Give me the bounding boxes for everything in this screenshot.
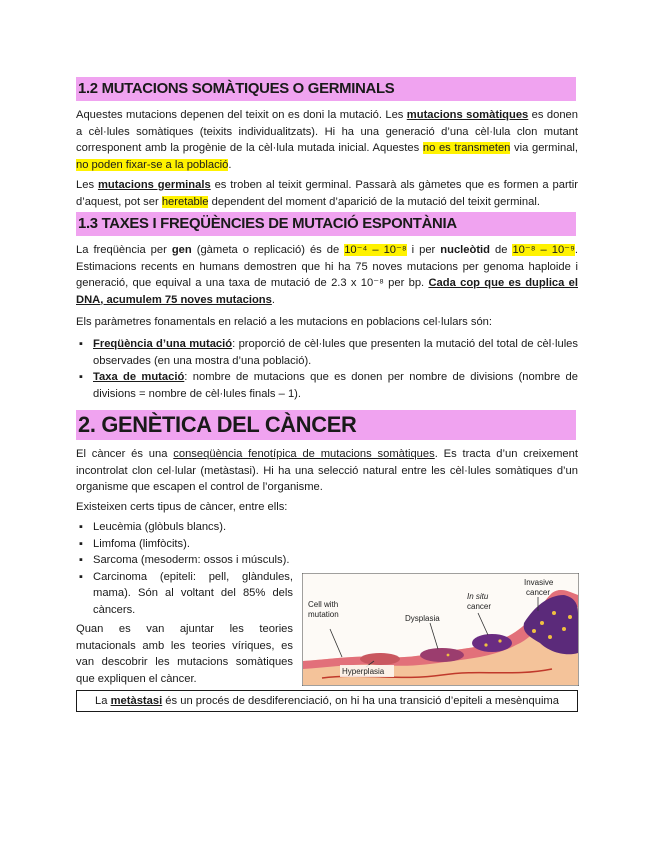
paragraph-theories: Quan es van ajuntar les teories mutacionals amb les teories víriques, es van descobrir les mutacions somàtiques que expliquen el càncer. [76, 623, 293, 685]
label-invasive: Invasive [524, 578, 554, 587]
term-somatic-mutations: mutacions somàtiques [406, 109, 529, 121]
cancer-progression-figure [302, 573, 579, 686]
label-in-situ-2: cancer [467, 602, 492, 611]
hyperplasia-region [360, 653, 400, 665]
metastasis-note: La metàstasi és un procés de desdiferenciació, on hi ha una transició d’epiteli a mesènquima [76, 690, 578, 712]
paragraph-parameters: Els paràmetres fonamentals en relació a les mutacions en poblacions cel·lulars són: [76, 316, 493, 328]
dysplasia-region [420, 648, 464, 662]
section-heading-1-2: 1.2 MUTACIONS SOMÀTIQUES O GERMINALS [76, 77, 576, 101]
label-hyperplasia: Hyperplasia [342, 667, 385, 676]
paragraph-cancer: El càncer és una conseqüència fenotípica de mutacions somàtiques. Es tracta d’un creixement incontrolat clon cel·lular (metàstasi). Hi ha una selecció natural entre les cèl·lules somàtiques d’un organisme que escapen el control de l’organisme. [76, 448, 578, 493]
list-item: ▪ Limfoma (limfòcits). [76, 536, 293, 553]
cancer-types-list [76, 519, 293, 618]
label-dysplasia: Dysplasia [405, 614, 440, 623]
label-cell-with-mutation: Cell with [308, 600, 339, 609]
in-situ-region [472, 634, 512, 652]
list-item: ▪ Carcinoma (epiteli: pell, glàndules, mama). Són al voltant del 85% dels càncers. [76, 569, 293, 619]
section-heading-2: 2. GENÈTICA DEL CÀNCER [76, 410, 576, 440]
label-in-situ: In situ [467, 592, 489, 601]
label-invasive-2: cancer [526, 588, 551, 597]
paragraph-frequency: La freqüència per gen (gàmeta o replicació) és de 10⁻⁴ – 10⁻⁸ i per nucleòtid de 10⁻⁸ – 10⁻⁹. Estimacions recents en humans demostren que hi ha 75 noves mutacions per genoma haploide i generació, que equival a una taxa de mutació de 2.3 x 10⁻⁸ per bp. Cada cop que es duplica el DNA, acumulem 75 noves mutacions. [76, 244, 578, 306]
list-item: ▪ Leucèmia (glòbuls blancs). [76, 519, 293, 536]
paragraph-types: Existeixen certs tipus de càncer, entre ells: [76, 501, 288, 513]
list-item: ▪ Taxa de mutació: nombre de mutacions que es donen per nombre de divisions (nombre de divisions = nombre de cèl·lules finals – 1). [76, 369, 578, 402]
paragraph-germinal: Les mutacions germinals es troben al teixit germinal. Passarà als gàmetes que es formen a partir d’aquest, pot ser heretable dependent del moment d’aparició de la mutació del teixit germinal. [76, 179, 578, 208]
label-cell-with-mutation-2: mutation [308, 610, 339, 619]
list-item: ▪ Freqüència d’una mutació: proporció de cèl·lules que presenten la mutació del total de cèl·lules observades (en una mostra d’una població). [76, 336, 578, 369]
list-item: ▪ Sarcoma (mesoderm: ossos i músculs). [76, 552, 293, 569]
paragraph-somatic: Aquestes mutacions depenen del teixit on es doni la mutació. Les mutacions somàtiques es donen a cèl·lules somàtiques (teixits individualitzats). Hi ha una generació d’una cèl·lula clon mutant corresponent amb la progènie de la cèl·lula mutada inicial. Aquestes no es transmeten via germinal, no poden fixar-se a la població. [76, 109, 579, 171]
section-heading-1-3: 1.3 TAXES I FREQÜÈNCIES DE MUTACIÓ ESPONTÀNIA [76, 212, 576, 236]
term-germinal-mutations: mutacions germinals [97, 179, 211, 191]
parameter-list [76, 336, 578, 402]
